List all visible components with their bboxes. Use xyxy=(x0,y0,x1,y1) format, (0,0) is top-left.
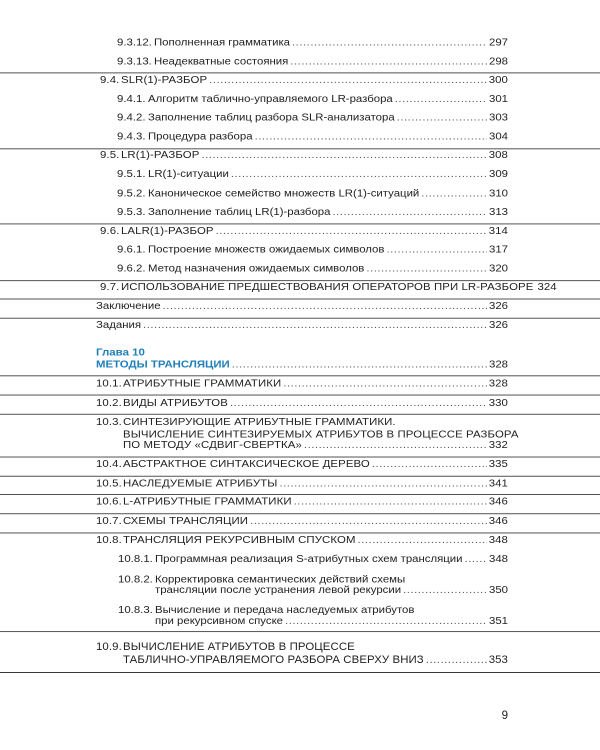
entry-number: 9.4.2. xyxy=(117,112,146,124)
entry-title: LR(1)-ситуации xyxy=(148,169,229,180)
toc-entry xyxy=(117,168,508,183)
entry-page: 297 xyxy=(488,37,508,49)
entry-number: 10.7. xyxy=(96,515,122,527)
entry-title: Каноническое семейство множеств LR(1)-ситуаций xyxy=(148,188,420,200)
toc-entry xyxy=(117,36,508,51)
entry-number: 10.9. xyxy=(96,641,122,653)
entry-page: 328 xyxy=(488,359,508,371)
dot-leader xyxy=(304,438,487,453)
entry-page: 303 xyxy=(488,112,508,124)
entry-page: 353 xyxy=(488,654,508,666)
entry-number: 9.5.1. xyxy=(117,169,146,180)
entry-title: Пополненная грамматика xyxy=(154,37,291,49)
entry-number: 9.6.2. xyxy=(117,263,146,275)
dot-leader xyxy=(332,205,487,220)
dot-leader xyxy=(403,583,487,598)
entry-page: 341 xyxy=(488,478,508,489)
entry-page: 350 xyxy=(488,584,508,596)
entry-number: 10.8.2. xyxy=(118,574,153,585)
entry-number: 10.5. xyxy=(96,478,122,489)
toc-entry xyxy=(118,553,508,568)
toc-entry xyxy=(100,224,508,239)
entry-page: 326 xyxy=(488,301,508,312)
entry-page: 346 xyxy=(488,496,508,508)
dot-leader xyxy=(290,55,487,70)
entry-title: Метод назначения ожидаемых символов xyxy=(148,263,365,275)
dot-leader xyxy=(143,319,487,334)
entry-number: 9.3.12. xyxy=(117,37,152,49)
entry-title: ТРАНСЛЯЦИЯ РЕКУРСИВНЫМ СПУСКОМ xyxy=(123,535,356,546)
divider xyxy=(0,395,600,396)
entry-title-line: при рекурсивном спуске xyxy=(155,616,284,627)
dot-leader xyxy=(366,262,487,277)
toc-entry xyxy=(155,615,508,630)
entry-number: 9.7. xyxy=(100,281,120,293)
entry-title: Заключение xyxy=(96,301,161,312)
toc-entry xyxy=(117,187,508,202)
entry-number: 10.8.1. xyxy=(118,554,153,565)
dot-leader xyxy=(232,358,487,373)
chapter-label: Глава 10 xyxy=(96,347,145,358)
dot-leader xyxy=(231,168,487,183)
toc-entry xyxy=(96,533,508,548)
entry-page: 320 xyxy=(488,263,508,275)
entry-number: 10.6. xyxy=(96,496,122,508)
entry-title: Задания xyxy=(96,320,142,331)
entry-number: 9.4.1. xyxy=(117,94,146,105)
toc-entry xyxy=(96,495,508,510)
dot-leader xyxy=(255,130,487,145)
dot-leader xyxy=(292,36,487,51)
entry-page: 351 xyxy=(488,616,508,627)
entry-page: 309 xyxy=(488,169,508,180)
entry-page: 335 xyxy=(488,459,508,470)
entry-title: LALR(1)-РАЗБОР xyxy=(121,226,214,237)
dot-leader xyxy=(465,553,487,568)
entry-page: 308 xyxy=(488,150,508,161)
dot-leader xyxy=(279,477,486,492)
toc-entry xyxy=(96,299,508,314)
entry-page: 330 xyxy=(488,398,508,409)
toc-entry xyxy=(96,514,508,529)
dot-leader xyxy=(421,187,487,202)
entry-title: LR(1)-РАЗБОР xyxy=(121,150,200,161)
entry-title: НАСЛЕДУЕМЫЕ АТРИБУТЫ xyxy=(123,478,278,489)
entry-title: АТРИБУТНЫЕ ГРАММАТИКИ xyxy=(123,378,282,390)
toc-entry xyxy=(123,438,508,453)
divider xyxy=(0,414,600,415)
entry-title: АБСТРАКТНОЕ СИНТАКСИЧЕСКОЕ ДЕРЕВО xyxy=(123,459,370,470)
toc-entry xyxy=(117,55,508,70)
toc-entry xyxy=(117,93,508,108)
chapter-entry xyxy=(96,358,508,373)
toc-entry xyxy=(100,148,508,163)
dot-leader xyxy=(283,377,486,392)
entry-title: Заполнение таблиц разбора SLR-анализатора xyxy=(148,112,395,124)
toc-entry xyxy=(123,652,508,669)
dot-leader xyxy=(216,224,487,239)
entry-page: 348 xyxy=(488,554,508,565)
entry-number: 10.1. xyxy=(96,378,122,390)
toc-entry xyxy=(96,457,508,472)
entry-number: 10.3. xyxy=(96,417,122,428)
divider xyxy=(0,672,600,673)
dot-leader xyxy=(395,93,487,108)
toc-entry xyxy=(96,477,508,492)
page-number: 9 xyxy=(501,710,508,722)
divider xyxy=(0,375,600,376)
dot-leader xyxy=(230,396,487,411)
entry-title: Неадекватные состояния xyxy=(154,56,289,68)
divider xyxy=(0,631,600,632)
entry-page: 313 xyxy=(488,206,508,218)
entry-title: Построение множеств ожидаемых символов xyxy=(148,244,385,255)
entry-title-line: ВЫЧИСЛЕНИЕ СИНТЕЗИРУЕМЫХ АТРИБУТОВ В ПРОЦЕССЕ РАЗБОРА xyxy=(123,429,519,440)
dot-leader xyxy=(358,533,487,548)
entry-page: 298 xyxy=(488,56,508,68)
entry-page: 328 xyxy=(488,378,508,390)
entry-title: SLR(1)-РАЗБОР xyxy=(121,75,208,86)
entry-page: 301 xyxy=(488,94,508,105)
entry-title: СХЕМЫ ТРАНСЛЯЦИИ xyxy=(123,515,249,527)
toc-entry xyxy=(100,73,508,88)
entry-number: 9.3.13. xyxy=(117,56,152,68)
entry-title-line: СИНТЕЗИРУЮЩИЕ АТРИБУТНЫЕ ГРАММАТИКИ. xyxy=(123,417,396,428)
toc-entry xyxy=(117,262,508,277)
toc-entry xyxy=(117,205,508,220)
entry-number: 9.6. xyxy=(100,226,120,237)
entry-number: 9.5.3. xyxy=(117,206,146,218)
toc-entry xyxy=(96,377,508,392)
dot-leader xyxy=(201,148,486,163)
toc-entry xyxy=(100,280,557,295)
entry-page: 326 xyxy=(488,320,508,331)
entry-page: 346 xyxy=(488,515,508,527)
entry-number: 9.4. xyxy=(100,75,120,86)
entry-title: Заполнение таблиц LR(1)-разбора xyxy=(148,206,331,218)
dot-leader xyxy=(285,615,487,630)
entry-page: 310 xyxy=(488,188,508,200)
entry-title-line: Вычисление и передача наследуемых атрибутов xyxy=(155,604,415,616)
entry-number: 9.5. xyxy=(100,150,120,161)
toc-entry xyxy=(96,319,508,334)
entry-number: 10.8. xyxy=(96,535,122,546)
entry-number: 9.6.1. xyxy=(117,244,146,255)
toc-entry xyxy=(155,583,508,598)
entry-number: 9.4.3. xyxy=(117,131,146,143)
dot-leader xyxy=(294,495,487,510)
entry-number: 9.5.2. xyxy=(117,188,146,200)
entry-title: Программная реализация S-атрибутных схем трансляции xyxy=(155,554,463,565)
entry-page: 332 xyxy=(488,439,508,451)
toc-entry xyxy=(117,111,508,126)
entry-number: 10.2. xyxy=(96,398,122,409)
entry-title-line: ВЫЧИСЛЕНИЕ АТРИБУТОВ В ПРОЦЕССЕ xyxy=(123,641,355,653)
toc-entry xyxy=(117,130,508,145)
entry-title: ВИДЫ АТРИБУТОВ xyxy=(123,398,228,409)
toc-entry xyxy=(96,396,508,411)
entry-title-line: Корректировка семантических действий схемы xyxy=(155,574,406,585)
dot-leader xyxy=(426,652,487,669)
entry-title-line: ТАБЛИЧНО-УПРАВЛЯЕМОГО РАЗБОРА СВЕРХУ ВНИЗ xyxy=(123,654,424,666)
entry-page: 304 xyxy=(488,131,508,143)
toc-entry xyxy=(117,243,508,258)
entry-title: L-АТРИБУТНЫЕ ГРАММАТИКИ xyxy=(123,496,292,508)
entry-page: 348 xyxy=(488,535,508,546)
entry-page: 300 xyxy=(488,75,508,86)
entry-page: 324 xyxy=(537,281,557,293)
entry-title: ИСПОЛЬЗОВАНИЕ ПРЕДШЕСТВОВАНИЯ ОПЕРАТОРОВ ПРИ LR-РАЗБОРЕ xyxy=(121,281,534,293)
entry-number: 10.8.3. xyxy=(118,604,153,616)
dot-leader xyxy=(397,111,487,126)
chapter-title: МЕТОДЫ ТРАНСЛЯЦИИ xyxy=(96,359,230,371)
dot-leader xyxy=(372,457,487,472)
entry-page: 317 xyxy=(488,244,508,255)
entry-page: 314 xyxy=(488,226,508,237)
entry-title-line: ПО МЕТОДУ «СДВИГ-СВЕРТКА» xyxy=(123,439,302,451)
entry-number: 10.4. xyxy=(96,459,122,470)
entry-title-line: трансляции после устранения левой рекурсии xyxy=(155,584,402,596)
entry-title: Алгоритм таблично-управляемого LR-разбора xyxy=(148,94,393,105)
dot-leader xyxy=(209,73,487,88)
dot-leader xyxy=(386,243,487,258)
entry-title: Процедура разбора xyxy=(148,131,253,143)
dot-leader xyxy=(163,299,487,314)
dot-leader xyxy=(250,514,487,529)
